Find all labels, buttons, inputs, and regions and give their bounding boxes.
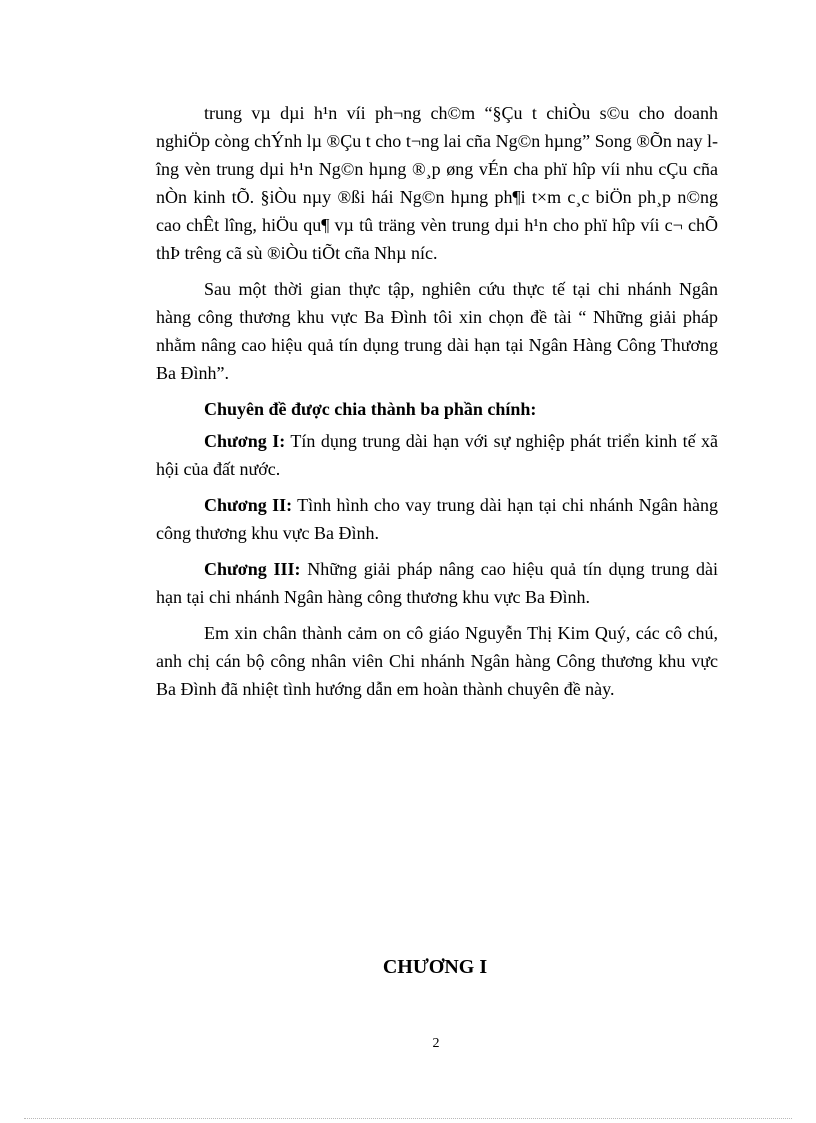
paragraph-chapter-1 [156,427,718,483]
chapter-1-label: Chương I: [204,431,286,451]
chapter-2-label: Chương II: [204,495,293,515]
paragraph-acknowledgement: Em xin chân thành cảm on cô giáo Nguyễn Thị Kim Quý, các cô chú, anh chị cán bộ công nhân viên Chi nhánh Ngân hàng Công thương khu vực Ba Đình đã nhiệt tình hướng dẫn em hoàn thành chuyên đề này. [156,623,718,699]
page-bottom-rule [24,1118,792,1119]
paragraph-thesis-topic: Sau một thời gian thực tập, nghiên cứu thực tế tại chi nhánh Ngân hàng công thương khu vực Ba Đình tôi xin chọn đề tài “ Những giải pháp nhằm nâng cao hiệu quả tín dụng trung dài hạn tại Ngân Hàng Công Thương Ba Đình”. [156,279,718,383]
paragraph-chapter-2 [156,491,718,547]
chapter-2-desc: Tình hình cho vay trung dài hạn tại chi nhánh Ngân hàng công thương khu vực Ba Đình. [156,495,718,543]
structure-heading: Chuyên đề được chia thành ba phần chính: [204,399,537,419]
paragraph-chapter-3 [156,555,718,611]
chapter-title: CHƯƠNG I [382,956,488,978]
chapter-1-desc: Tín dụng trung dài hạn với sự nghiệp phát triển kinh tế xã hội của đất nước. [156,431,718,479]
chapter-3-desc: Những giải pháp nâng cao hiệu quả tín dụng trung dài hạn tại chi nhánh Ngân hàng công thương khu vực Ba Đình. [156,559,718,607]
paragraph-intro-continued: trung vµ dµi h¹n víi ph¬ng ch©m “§Çu t chiÒu s©u cho doanh nghiÖp còng chÝnh lµ ®Çu t cho t¬ng lai cña Ng©n hµng” Song ®Õn nay lîng vèn trung dµi h¹n Ng©n hµng ®¸p øng vÉn cha phï hîp víi nhu cÇu cña nÒn kinh tÕ. §iÒu nµy ®ßi hái Ng©n hµng ph¶i t×m c¸c biÖn ph¸p n©ng cao chÊt lîng, hiÖu qu¶ vµ tû träng vèn trung dµi h¹n cho phï hîp víi c¬ chÕ thÞ trêng cã sù ®iÒu tiÕt cña Nhµ níc. [156,103,718,263]
body-text [156,99,718,711]
page-number: 2 [432,1036,440,1051]
chapter-3-label: Chương III: [204,559,301,579]
paragraph-structure-heading [156,395,718,423]
